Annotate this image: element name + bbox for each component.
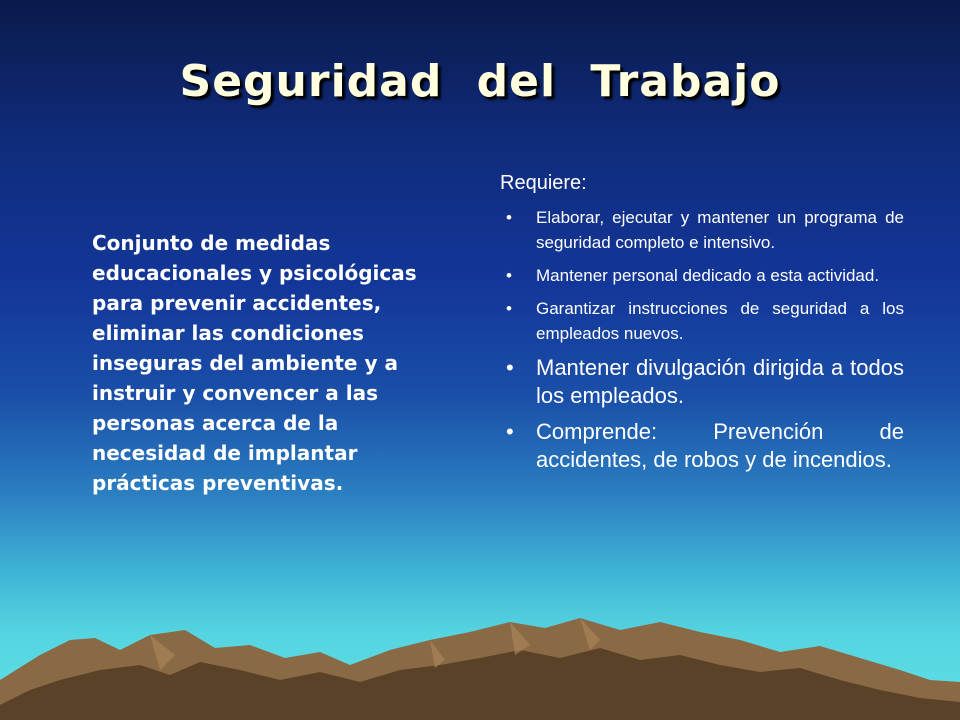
- mountains-illustration: [0, 610, 960, 720]
- bullet-icon: •: [506, 266, 512, 285]
- list-item: [500, 418, 904, 474]
- requirements-list: [500, 205, 904, 474]
- list-item: [500, 354, 904, 410]
- bullet-icon: •: [506, 299, 512, 318]
- list-item-text: Mantener divulgación dirigida a todos los empleados.: [536, 355, 904, 408]
- bullet-icon: •: [506, 208, 512, 227]
- list-item-text: Elaborar, ejecutar y mantener un programa de seguridad completo e intensivo.: [536, 208, 904, 252]
- definition-text: Conjunto de medidas educacionales y psicológicas para prevenir accidentes, eliminar las condiciones inseguras del ambiente y a instruir y convencer a las personas acerca de la necesidad de implantar prácticas preventivas.: [92, 231, 417, 495]
- list-item: [500, 263, 904, 288]
- list-item-text: Mantener personal dedicado a esta actividad.: [536, 266, 880, 285]
- requirements-heading: Requiere:: [500, 172, 587, 194]
- list-item-text: Comprende: Prevención de accidentes, de robos y de incendios.: [536, 419, 904, 472]
- requirements-column: [500, 172, 904, 482]
- list-item-text: Garantizar instrucciones de seguridad a los empleados nuevos.: [536, 299, 904, 343]
- bullet-icon: •: [506, 355, 514, 380]
- slide-title: Seguridad del Trabajo: [179, 56, 781, 107]
- list-item: [500, 296, 904, 346]
- list-item: [500, 205, 904, 255]
- bullet-icon: •: [506, 419, 514, 444]
